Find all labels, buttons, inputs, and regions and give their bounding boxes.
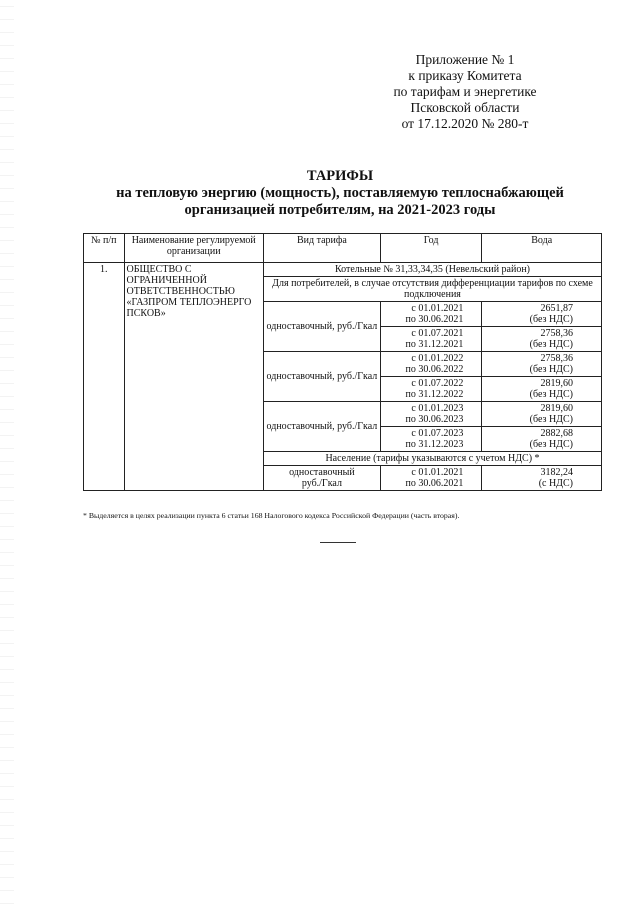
water-cell bbox=[482, 302, 602, 327]
header-year: Год bbox=[380, 234, 482, 263]
appendix-line: по тарифам и энергетике bbox=[393, 84, 537, 99]
kind-line: одноставочный bbox=[289, 467, 355, 478]
vat-note: (без НДС) bbox=[529, 389, 573, 400]
vat-note: (без НДС) bbox=[529, 439, 573, 450]
header-num: № п/п bbox=[84, 234, 125, 263]
water-cell bbox=[482, 402, 602, 427]
tariff-table bbox=[83, 233, 602, 491]
water-value: 2819,60 bbox=[540, 403, 573, 414]
period-to: по 30.06.2022 bbox=[405, 364, 464, 375]
period-to: по 31.12.2021 bbox=[405, 339, 464, 350]
period-to: по 30.06.2023 bbox=[405, 414, 464, 425]
kind-line: руб./Гкал bbox=[301, 478, 342, 489]
water-value: 2882,68 bbox=[540, 428, 573, 439]
header-water: Вода bbox=[482, 234, 602, 263]
water-cell bbox=[482, 327, 602, 352]
row-number: 1. bbox=[84, 263, 125, 491]
vat-note: (с НДС) bbox=[538, 478, 573, 489]
period-cell bbox=[380, 377, 482, 402]
appendix-line: Псковской области bbox=[410, 100, 520, 115]
water-cell bbox=[482, 427, 602, 452]
tariff-kind: одноставочный, руб./Гкал bbox=[263, 402, 380, 452]
period-cell bbox=[380, 402, 482, 427]
period-cell bbox=[380, 427, 482, 452]
period-from: с 01.01.2023 bbox=[411, 403, 464, 414]
period-from: с 01.01.2021 bbox=[411, 303, 464, 314]
water-value: 2819,60 bbox=[540, 378, 573, 389]
table-header-row bbox=[84, 234, 602, 263]
scan-edge-artifact bbox=[0, 0, 14, 905]
appendix-line: Приложение № 1 bbox=[415, 52, 515, 67]
water-value: 2758,36 bbox=[540, 353, 573, 364]
section-boilers: Котельные № 31,33,34,35 (Невельский район) bbox=[263, 263, 601, 277]
period-cell bbox=[380, 302, 482, 327]
tariff-kind: одноставочный, руб./Гкал bbox=[263, 302, 380, 352]
period-to: по 30.06.2021 bbox=[405, 478, 464, 489]
tariff-kind bbox=[263, 466, 380, 491]
water-value: 3182,24 bbox=[540, 467, 573, 478]
header-org: Наименование регулируемой организации bbox=[124, 234, 263, 263]
water-value: 2758,36 bbox=[540, 328, 573, 339]
appendix-line: от 17.12.2020 № 280-т bbox=[401, 116, 529, 131]
period-to: по 31.12.2023 bbox=[405, 439, 464, 450]
closing-rule bbox=[320, 542, 356, 543]
period-cell bbox=[380, 327, 482, 352]
organization-name: ОБЩЕСТВО С ОГРАНИЧЕННОЙ ОТВЕТСТВЕННОСТЬЮ «ГАЗПРОМ ТЕПЛОЭНЕРГО ПСКОВ» bbox=[124, 263, 263, 491]
water-cell bbox=[482, 377, 602, 402]
period-to: по 31.12.2022 bbox=[405, 389, 464, 400]
title-line: организацией потребителям, на 2021-2023 годы bbox=[184, 202, 496, 218]
tariff-kind: одноставочный, руб./Гкал bbox=[263, 352, 380, 402]
footnote: * Выделяется в целях реализации пункта 6 статьи 168 Налогового кодекса Российской Федерации (часть вторая). bbox=[83, 511, 460, 520]
period-from: с 01.07.2022 bbox=[411, 378, 464, 389]
water-cell bbox=[482, 352, 602, 377]
vat-note: (без НДС) bbox=[529, 314, 573, 325]
period-cell bbox=[380, 466, 482, 491]
water-value: 2651,87 bbox=[540, 303, 573, 314]
period-from: с 01.07.2021 bbox=[411, 328, 464, 339]
appendix-line: к приказу Комитета bbox=[408, 68, 522, 83]
water-cell bbox=[482, 466, 602, 491]
period-from: с 01.07.2023 bbox=[411, 428, 464, 439]
appendix-header bbox=[360, 52, 570, 132]
period-to: по 30.06.2021 bbox=[405, 314, 464, 325]
title-line: на тепловую энергию (мощность), поставляемую теплоснабжающей bbox=[116, 185, 564, 201]
title-line: ТАРИФЫ bbox=[306, 168, 374, 184]
vat-note: (без НДС) bbox=[529, 414, 573, 425]
period-from: с 01.01.2021 bbox=[411, 467, 464, 478]
table-row bbox=[84, 263, 602, 277]
section-consumers: Для потребителей, в случае отсутствия дифференциации тарифов по схеме подключения bbox=[263, 277, 601, 302]
period-from: с 01.01.2022 bbox=[411, 353, 464, 364]
period-cell bbox=[380, 352, 482, 377]
document-title bbox=[80, 168, 600, 219]
section-population: Население (тарифы указываются с учетом НДС) * bbox=[263, 452, 601, 466]
vat-note: (без НДС) bbox=[529, 339, 573, 350]
header-kind: Вид тарифа bbox=[263, 234, 380, 263]
vat-note: (без НДС) bbox=[529, 364, 573, 375]
